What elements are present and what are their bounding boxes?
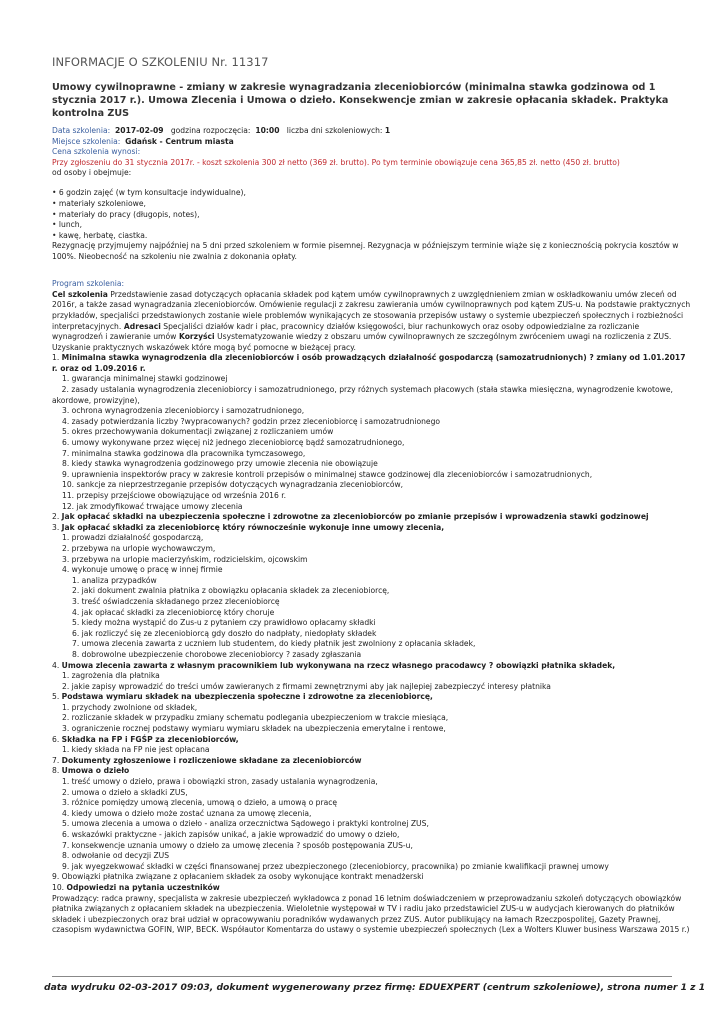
program-item [52, 798, 692, 809]
place-label: Miejsce szkolenia: [52, 136, 121, 146]
program-item-number: 7. [62, 840, 72, 850]
program-item-number: 12. [62, 501, 77, 511]
benefits-text: Usystematyzowanie wiedzy z obszaru umów cywilnoprawnych ze szczególnym zwróceniem uwagi na rozliczenia z ZUS. Uzyskanie praktycznych wskazówek które mogą być pomocne w bieżącej pracy. [52, 332, 672, 352]
includes-list [52, 188, 692, 241]
program-item-text: treść umowy o dzieło, prawa i obowiązki stron, zasady ustalania wynagrodzenia, [71, 777, 378, 787]
program-item [52, 544, 692, 555]
program-item-text: Podstawa wymiaru składek na ubezpieczenia społeczne i zdrowotne za zleceniobiorcę, [61, 692, 433, 702]
program-item-text: zagrożenia dla płatnika [71, 671, 160, 681]
price-note: od osoby i obejmuje: [52, 168, 132, 178]
program-item-number: 3. [62, 724, 72, 734]
program-item [52, 830, 692, 841]
program-item-text: przepisy przejściowe obowiązujące od września 2016 r. [76, 491, 287, 500]
program-item-text: zasady potwierdzania liczby ?wypracowanych? godzin przez zleceniobiorcę i samozatrudnionego [71, 416, 441, 426]
program-item-number: 2. [62, 787, 72, 797]
audience-text: Specjaliści działów kadr i płac, pracownicy działów księgowości, biur rachunkowych oraz osoby odpowiedzialne za rozliczanie wynagrodzeń i zawieranie umów [52, 321, 640, 342]
program-item-number: 8. [62, 459, 72, 469]
program-item [52, 470, 692, 481]
program-item [52, 809, 692, 820]
program-item-text: Jak opłacać składki za zleceniobiorcę który równocześnie wykonuje inne umowy zlecenia, [61, 522, 445, 532]
program-item [52, 766, 692, 777]
program-item [52, 703, 692, 714]
program-item-number: 6. [52, 734, 62, 744]
training-title: Umowy cywilnoprawne - zmiany w zakresie wynagradzania zleceniobiorców (minimalna stawka godzinowa od 1 stycznia 2017 r.). Umowa Zlecenia i Umowa o dzieło. Konsekwencje zmian w zakresie opłacania składek. Praktyka kontrolna ZUS [52, 82, 669, 119]
program-item-text: różnice pomiędzy umową zlecenia, umową o dzieło, a umową o pracę [71, 798, 338, 808]
program-item [52, 353, 692, 374]
program-item-text: prowadzi działalność gospodarczą, [71, 533, 204, 543]
program-item [52, 491, 692, 502]
program-item [52, 438, 692, 449]
program-item-number: 3. [62, 798, 72, 808]
program-item-number: 7. [52, 755, 62, 765]
goal-label: Cel szkolenia [52, 289, 108, 299]
program-item [52, 533, 692, 544]
program-item [52, 671, 692, 682]
time-label: godzina rozpoczęcia: [170, 126, 251, 135]
program-item-text: wykonuje umowę o pracę w innej firmie [71, 565, 223, 575]
program-item-number: 1. [62, 702, 72, 712]
program-item [52, 629, 692, 640]
program-item-text: okres przechowywania dokumentacji związanej z rozliczaniem umów [71, 427, 334, 437]
program-item-number: 2. [62, 543, 72, 553]
program-item [52, 745, 692, 756]
program-item [52, 713, 692, 724]
includes-item: • materiały szkoleniowe, [52, 199, 146, 209]
program-item [52, 650, 692, 661]
program-item [52, 449, 692, 460]
program-item [52, 502, 692, 513]
goal-text: Przedstawienie zasad dotyczących opłacania składek pod kątem umów cywilnoprawnych z uwzględnieniem zmian w oskładkowaniu umów zleceń od 2016r, a także zasad wynagradzania zleceniobiorców. Omówienie regulacji z zakresu zawierania umów cywilnoprawnych pod kątem ZUS-u. Na podstawie praktycznych przykładów, specjaliści przedstawionych zostanie wiele problemów wynikających ze stosowania przepisów ustawy o systemie ubezpieczeń społecznych i rozbieżności interpretacyjnych. [52, 289, 691, 331]
program-item-text: przebywa na urlopie wychowawczym, [71, 543, 216, 553]
program-item-text: Umowa zlecenia zawarta z własnym pracownikiem lub wykonywana na rzecz własnego pracodawcy ? obowiązki płatnika składek, [61, 660, 616, 670]
program-item-text: jakie zapisy wprowadzić do treści umów zawieranych z firmami zewnętrznymi aby jak najlepiej zabezpieczyć interesy płatnika [71, 681, 551, 691]
program-item-number: 2. [52, 512, 62, 522]
price-text: Przy zgłoszeniu do 31 stycznia 2017r. - koszt szkolenia 300 zł netto (369 zł. brutto). Po tym terminie obowiązuje cena 365,85 zł. netto (450 zł. brutto) [52, 157, 620, 167]
program-item [52, 851, 692, 862]
program-item-number: 6. [62, 830, 72, 839]
program-item-number: 2. [62, 681, 72, 691]
program-item-text: Składka na FP i FGŚP za zleceniobiorców, [61, 734, 239, 744]
program-item [52, 576, 692, 587]
program-item-text: uprawnienia inspektorów pracy w zakresie kontroli przepisów o minimalnej stawce godzinowej dla zleceniobiorców i samozatrudnionych, [71, 469, 593, 479]
program-item [52, 639, 692, 650]
program-item-text: Dokumenty zgłoszeniowe i rozliczeniowe składane za zleceniobiorców [61, 755, 362, 765]
program-item [52, 480, 692, 491]
program-item [52, 618, 692, 629]
program-item [52, 661, 692, 672]
program-item [52, 427, 692, 438]
program-item-number: 10. [62, 480, 77, 490]
program-item-text: Odpowiedzi na pytania uczestników [66, 882, 220, 892]
program-item-text: kiedy można wystąpić do Zus-u z pytaniem czy prawidłowo opłacamy składki [81, 618, 376, 628]
program-item [52, 735, 692, 746]
program-item-number: 1. [62, 671, 72, 681]
program-item-number: 4. [62, 416, 72, 426]
program-item [52, 385, 692, 406]
program-item-number: 1. [72, 575, 82, 585]
program-item-number: 4. [62, 565, 72, 575]
place-row [52, 137, 692, 148]
program-item-text: jaki dokument zwalnia płatnika z obowiązku opłacania składek za zleceniobiorcę, [81, 586, 390, 596]
program-item [52, 523, 692, 534]
program-item-number: 3. [72, 596, 82, 606]
program-item [52, 724, 692, 735]
includes-item: • 6 godzin zajęć (w tym konsultacje indywidualne), [52, 188, 246, 198]
includes-item: • lunch, [52, 220, 83, 230]
program-item [52, 374, 692, 385]
program-item-number: 2. [62, 713, 72, 723]
program-item [52, 862, 692, 873]
program-item-number: 3. [52, 522, 62, 532]
audience-label: Adresaci [121, 321, 161, 331]
program-item-number: 1. [62, 777, 72, 787]
program-description [52, 290, 692, 354]
program-item-text: umowa zlecenia a umowa o dzieło - analiza orzecznictwa Sądowego i praktyki kontrolnej ZUS, [71, 819, 429, 829]
program-label: Program szkolenia: [52, 279, 125, 289]
price-label: Cena szkolenia wynosi: [52, 147, 141, 157]
program-item [52, 819, 692, 830]
program-item [52, 883, 692, 894]
program-item-number: 4. [52, 660, 62, 670]
program-item-text: umowa o dzieło a składki ZUS, [71, 787, 188, 797]
program-item-text: ochrona wynagrodzenia zleceniobiorcy i samozatrudnionego, [71, 406, 305, 416]
program-item-number: 6. [72, 628, 82, 638]
program-item-number: 2. [52, 385, 72, 395]
date-label: Data szkolenia: [52, 126, 111, 135]
program-item-number: 9. [52, 872, 62, 882]
date-value: 2017-02-09 [115, 126, 164, 135]
program-item [52, 872, 692, 883]
print-footer: data wydruku 02-03-2017 09:03, dokument wygenerowany przez firmę: EDUEXPERT (centrum szkoleniowe), strona numer 1 z 1 [44, 982, 706, 993]
program-item [52, 417, 692, 428]
program-item-text: kiedy stawka wynagrodzenia godzinowego przy umowie zlecenia nie obowiązuje [71, 459, 378, 469]
date-row [52, 126, 692, 137]
program-items [52, 353, 692, 893]
document-body [52, 126, 692, 936]
resignation-text: Rezygnację przyjmujemy najpóźniej na 5 dni przed szkoleniem w formie pisemnej. Rezygnacja w późniejszym terminie wiąże się z koniecznością pokrycia kosztów w 100%. Nieobecność na szkoleniu nie zwalnia z dokonania opłaty. [52, 241, 679, 262]
program-item-number: 8. [62, 851, 72, 861]
program-item-number: 6. [62, 438, 72, 448]
program-item-text: przebywa na urlopie macierzyńskim, rodzicielskim, ojcowskim [71, 554, 308, 564]
program-section [52, 270, 692, 936]
benefits-label: Korzyści [176, 332, 215, 342]
program-item [52, 586, 692, 597]
footer-divider [52, 976, 672, 977]
program-item [52, 777, 692, 788]
program-item [52, 841, 692, 852]
program-item [52, 682, 692, 693]
program-item-number: 8. [72, 649, 82, 659]
program-item-text: analiza przypadków [81, 575, 157, 585]
program-item [52, 555, 692, 566]
program-item-text: minimalna stawka godzinowa dla pracownika tymczasowego, [71, 448, 306, 458]
program-item [52, 692, 692, 703]
program-item-text: odwołanie od decyzji ZUS [71, 851, 170, 861]
program-item-number: 3. [62, 554, 72, 564]
program-item-text: treść oświadczenia składanego przez zleceniobiorcę [81, 596, 280, 606]
program-item-number: 4. [62, 808, 72, 818]
time-value: 10:00 [255, 126, 280, 135]
days-label: liczba dni szkoleniowych: [286, 126, 383, 135]
program-item-text: wskazówki praktyczne - jakich zapisów unikać, a jakie wprowadzić do umowy o dzieło, [71, 830, 400, 839]
program-item-number: 1. [62, 374, 72, 384]
program-item-text: kiedy składa na FP nie jest opłacana [71, 745, 210, 755]
program-item-text: rozliczanie składek w przypadku zmiany schematu podlegania ubezpieczeniom w trakcie miesiąca, [71, 713, 449, 723]
program-item-number: 1. [62, 745, 72, 755]
program-item-text: umowa zlecenia zawarta z uczniem lub studentem, do kiedy płatnik jest zwolniony z opłacania składek, [81, 639, 476, 649]
program-item-number: 2. [72, 586, 82, 596]
program-item-number: 9. [62, 469, 72, 479]
program-item-text: kiedy umowa o dzieło może zostać uznana za umowę zlecenia, [71, 808, 312, 818]
program-item-number: 10. [52, 882, 67, 892]
place-value: Gdańsk - Centrum miasta [125, 136, 234, 146]
program-item [52, 756, 692, 767]
program-item-number: 1. [52, 353, 62, 363]
program-item-text: zasady ustalania wynagrodzenia zleceniobiorcy i samozatrudnionego, przy różnych systemach płacowych (stała stawka miesięczna, wynagrodzenie kwotowe, akordowe, prowizyjne), [52, 385, 673, 405]
program-item [52, 597, 692, 608]
program-item-text: jak zmodyfikować trwające umowy zlecenia [76, 501, 243, 511]
lecturers-text: Prowadzący: radca prawny, specjalista w zakresie ubezpieczeń wykładowca z ponad 16 letnim doświadczeniem w przeprowadzaniu szkoleń dotyczących obowiązków płatnika związanych z opłacaniem składek na ubezpieczenia. Wieloletnie występował w TV i radiu jako przedstawiciel ZUS-u w audycjach kierowanych do płatników składek i ubezpieczonych oraz brał udział w opracowywaniu poradników wydawanych przez ZUS. Autor publikujący na łamach Rzeczpospolitej, Gazety Prawnej, czasopism wydawnictwa GOFIN, WIP, BECK. Współautor Komentarza do ustawy o systemie ubezpieczeń społecznych (Lex a Wolters Kluwer business Warszawa 2015 r.) [52, 893, 690, 935]
program-item-text: jak rozliczyć się ze zleceniobiorcą gdy doszło do nadpłaty, niedopłaty składek [81, 628, 377, 638]
program-item-text: gwarancja minimalnej stawki godzinowej [71, 374, 228, 384]
program-item-text: sankcje za nieprzestrzeganie przepisów dotyczących wynagradzania zleceniobiorców, [76, 480, 404, 490]
program-item-text: jak wyegzekwować składki w części finansowanej przez ubezpieczonego (zleceniobiorcy, pracownika) po zmianie kwalifikacji prawnej umowy [71, 861, 609, 871]
program-item-number: 4. [72, 607, 82, 617]
program-item-number: 3. [62, 406, 72, 416]
program-item [52, 512, 692, 523]
program-item-number: 11. [62, 491, 77, 500]
program-item-number: 8. [52, 766, 62, 776]
program-item-text: Jak opłacać składki na ubezpieczenia społeczne i zdrowotne za zleceniobiorców po zmianie przepisów i wprowadzenia stawki godzinowej [61, 512, 649, 522]
program-item [52, 459, 692, 470]
program-item-text: dobrowolne ubezpieczenie chorobowe zleceniobiorcy ? zasady zgłaszania [81, 649, 362, 659]
program-item-number: 9. [62, 861, 72, 871]
program-item-text: Minimalna stawka wynagrodzenia dla zleceniobiorców i osób prowadzących działalność gospodarczą (samozatrudnionych) ? zmiany od 1.01.2017 r. oraz od 1.09.2016 r. [52, 353, 686, 373]
program-item [52, 565, 692, 576]
program-item-text: umowy wykonywane przez więcej niż jednego zleceniobiorcę bądź samozatrudnionego, [71, 438, 405, 448]
program-item-number: 5. [72, 618, 82, 628]
includes-item: • materiały do pracy (długopis, notes), [52, 209, 200, 219]
program-item [52, 406, 692, 417]
program-item-text: Umowa o dzieło [61, 766, 130, 776]
program-item [52, 788, 692, 799]
program-item-number: 5. [52, 692, 62, 702]
program-item-text: ograniczenie rocznej podstawy wymiaru wymiaru składek na ubezpieczenia emerytalne i rentowe, [71, 724, 446, 734]
program-item-number: 7. [72, 639, 82, 649]
program-item-text: Obowiązki płatnika związane z opłacaniem składek za osoby wykonujące kontrakt menadżerski [61, 872, 424, 882]
program-item-text: konsekwencje uznania umowy o dzieło za umowę zlecenia ? sposób postępowania ZUS-u, [71, 840, 413, 850]
includes-item: • kawę, herbatę, ciastka. [52, 230, 148, 240]
program-item-number: 1. [62, 533, 72, 543]
program-item-number: 5. [62, 819, 72, 829]
days-value: 1 [384, 126, 391, 135]
program-item [52, 608, 692, 619]
program-item-number: 5. [62, 427, 72, 437]
program-item-number: 7. [62, 448, 72, 458]
training-number-header: INFORMACJE O SZKOLENIU Nr. 11317 [52, 55, 269, 69]
program-item-text: jak opłacać składki za zleceniobiorcę który choruje [81, 607, 275, 617]
program-item-text: przychody zwolnione od składek, [71, 702, 198, 712]
